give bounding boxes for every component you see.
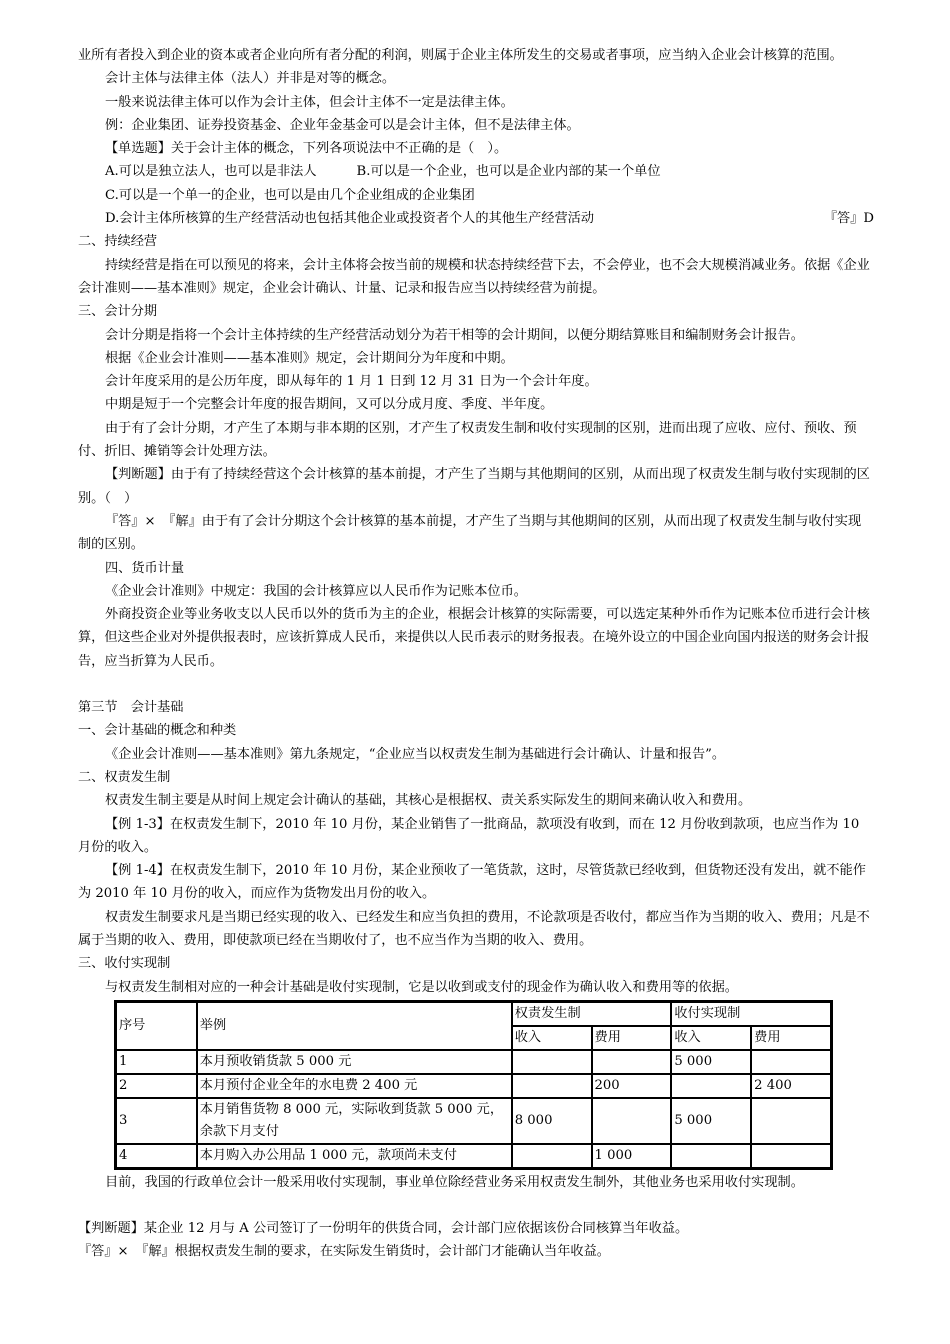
option-a: A.可以是独立法人，也可以是非法人 — [105, 164, 317, 180]
option-c: C.可以是一个单一的企业，也可以是由几个企业组成的企业集团 — [105, 187, 475, 203]
cell-cash-income: 5 000 — [671, 1098, 751, 1144]
paragraph: 与权责发生制相对应的一种会计基础是收付实现制，它是以收到或支付的现金作为确认收入和费用等的依据。 — [105, 979, 738, 995]
cell-example: 本月销售货物 8 000 元，实际收到货款 5 000 元，余款下月支付 — [197, 1098, 512, 1144]
section-title: 第三节 会计基础 — [78, 700, 184, 716]
paragraph: 会计主体与法律主体（法人）并非是对等的概念。 — [105, 71, 396, 87]
paragraph: 会计分期是指将一个会计主体持续的生产经营活动划分为若干相等的会计期间，以便分期结算账目和编制财务会计报告。 — [105, 327, 804, 343]
paragraph: 《企业会计准则》中规定：我国的会计核算应以人民币作为记账本位币。 — [105, 583, 527, 599]
heading: 四、货币计量 — [105, 560, 185, 576]
paragraph: 《企业会计准则——基本准则》第九条规定，“企业应当以权责发生制为基础进行会计确认、计量和报告”。 — [105, 746, 726, 762]
cell-cash-expense — [751, 1098, 831, 1144]
cell-no: 4 — [116, 1144, 197, 1168]
table-row — [116, 1074, 831, 1098]
cell-no: 3 — [116, 1098, 197, 1144]
answer-explanation: 『答』× 『解』根据权责发生制的要求，在实际发生销货时，会计部门才能确认当年收益。 — [78, 1244, 610, 1260]
cell-accrual-income: 8 000 — [512, 1098, 592, 1144]
table-row — [116, 1050, 831, 1074]
spacer — [78, 1194, 874, 1217]
cell-cash-income: 5 000 — [671, 1050, 751, 1074]
cell-cash-income — [671, 1144, 751, 1168]
header-no: 序号 — [116, 1002, 197, 1050]
example: 【例 1-4】在权责发生制下，2010 年 10 月份，某企业预收了一笔货款，这时，尽管货款已经收到，但货物还没有发出，就不能作为 2010 年 10 月份的收入，而应作为货物发出月份的收入。 — [78, 863, 866, 902]
paragraph: 中期是短于一个完整会计年度的报告期间，又可以分成月度、季度、半年度。 — [105, 397, 554, 413]
heading: 一、会计基础的概念和种类 — [78, 723, 237, 739]
cell-accrual-expense: 200 — [592, 1074, 672, 1098]
paragraph: 持续经营是指在可以预见的将来，会计主体将会按当前的规模和状态持续经营下去，不会停业，也不会大规模消减业务。依据《企业会计准则——基本准则》规定，企业会计确认、计量、记录和报告应当以持续经营为前提。 — [78, 257, 870, 296]
header-accrual: 权责发生制 — [512, 1002, 672, 1026]
subheader-expense: 费用 — [592, 1026, 672, 1050]
cell-no: 2 — [116, 1074, 197, 1098]
table-row — [116, 1098, 831, 1144]
document-page — [78, 44, 874, 1264]
spacer — [78, 673, 874, 696]
table-row — [116, 1144, 831, 1168]
example: 【例 1-3】在权责发生制下，2010 年 10 月份，某企业销售了一批商品，款项没有收到，而在 12 月份收到款项，也应当作为 10 月份的收入。 — [78, 816, 860, 855]
cell-accrual-expense — [592, 1098, 672, 1144]
heading: 三、会计分期 — [78, 304, 158, 320]
paragraph: 权责发生制要求凡是当期已经实现的收入、已经发生和应当负担的费用，不论款项是否收付，都应当作为当期的收入、费用；凡是不属于当期的收入、费用，即使款项已经在当期收付了，也不应当作为当期的收入、费用。 — [78, 909, 870, 948]
cell-no: 1 — [116, 1050, 197, 1074]
option-d: D.会计主体所核算的生产经营活动也包括其他企业或投资者个人的其他生产经营活动 — [105, 211, 595, 227]
comparison-table — [114, 1000, 833, 1170]
paragraph: 一般来说法律主体可以作为会计主体，但会计主体不一定是法律主体。 — [105, 94, 514, 110]
cell-accrual-expense: 1 000 — [592, 1144, 672, 1168]
paragraph: 根据《企业会计准则——基本准则》规定，会计期间分为年度和中期。 — [105, 350, 514, 366]
subheader-income: 收入 — [671, 1026, 751, 1050]
heading: 二、权责发生制 — [78, 769, 171, 785]
question-stem: 【单选题】关于会计主体的概念，下列各项说法中不正确的是（ ）。 — [105, 141, 508, 157]
heading: 三、收付实现制 — [78, 956, 171, 972]
answer-explanation: 『答』× 『解』由于有了会计分期这个会计核算的基本前提，才产生了当期与其他期间的区别，从而出现了权责发生制与收付实现制的区别。 — [78, 513, 862, 553]
paragraph: 会计年度采用的是公历年度，即从每年的 1 月 1 日到 12 月 31 日为一个会计年度。 — [105, 374, 598, 390]
cell-example: 本月预收销货款 5 000 元 — [197, 1050, 512, 1074]
paragraph: 外商投资企业等业务收支以人民币以外的货币为主的企业，根据会计核算的实际需要，可以选定某种外币作为记账本位币进行会计核算，但这些企业对外提供报表时，应该折算成人民币，来提供以人民币表示的财务报表。在境外设立的中国企业向国内报送的财务会计报告，应当折算为人民币。 — [78, 607, 870, 669]
question-options-ab — [78, 160, 874, 183]
paragraph: 业所有者投入到企业的资本或者企业向所有者分配的利润，则属于企业主体所发生的交易或者事项，应当纳入企业会计核算的范围。 — [78, 48, 843, 63]
cell-example: 本月预付企业全年的水电费 2 400 元 — [197, 1074, 512, 1098]
paragraph: 目前，我国的行政单位会计一般采用收付实现制，事业单位除经营业务采用权责发生制外，其他业务也采用收付实现制。 — [105, 1174, 804, 1190]
header-cash: 收付实现制 — [671, 1002, 831, 1026]
heading: 二、持续经营 — [78, 234, 158, 250]
option-b: B.可以是一个企业，也可以是企业内部的某一个单位 — [356, 164, 661, 180]
cell-cash-expense: 2 400 — [751, 1074, 831, 1098]
cell-accrual-income — [512, 1050, 592, 1074]
subheader-income: 收入 — [512, 1026, 592, 1050]
question-judge: 【判断题】由于有了持续经营这个会计核算的基本前提，才产生了当期与其他期间的区别，从而出现了权责发生制与收付实现制的区别。（ ） — [78, 467, 870, 506]
subheader-expense: 费用 — [751, 1026, 831, 1050]
cell-accrual-income — [512, 1144, 592, 1168]
cell-cash-expense — [751, 1144, 831, 1168]
paragraph: 权责发生制主要是从时间上规定会计确认的基础，其核心是根据权、责关系实际发生的期间来确认收入和费用。 — [105, 793, 752, 809]
cell-accrual-expense — [592, 1050, 672, 1074]
option-d-line — [78, 207, 874, 230]
header-example: 举例 — [197, 1002, 512, 1050]
paragraph: 由于有了会计分期，才产生了本期与非本期的区别，才产生了权责发生制和收付实现制的区别，进而出现了应收、应付、预收、预付、折旧、摊销等会计处理方法。 — [78, 420, 857, 460]
cell-example: 本月购入办公用品 1 000 元，款项尚未支付 — [197, 1144, 512, 1168]
paragraph: 例：企业集团、证券投资基金、企业年金基金可以是会计主体，但不是法律主体。 — [105, 117, 580, 133]
answer: 『答』D — [823, 211, 874, 227]
cell-cash-expense — [751, 1050, 831, 1074]
table-header-row — [116, 1002, 831, 1026]
cell-accrual-income — [512, 1074, 592, 1098]
question-judge: 【判断题】某企业 12 月与 A 公司签订了一份明年的供货合同，会计部门应依据该份合同核算当年收益。 — [78, 1221, 689, 1237]
cell-cash-income — [671, 1074, 751, 1098]
